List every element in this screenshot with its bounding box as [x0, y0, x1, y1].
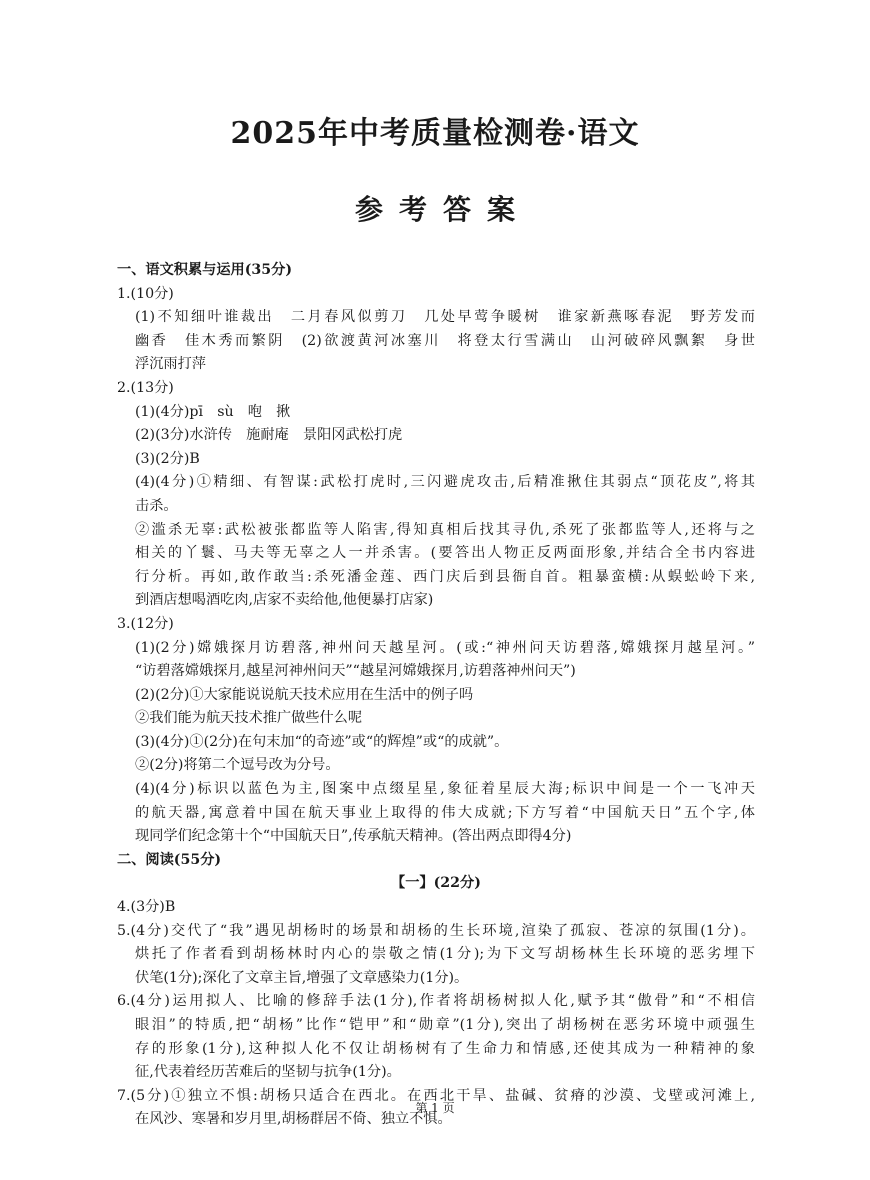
answer-line: 在风沙、寒暑和岁月里,胡杨群居不倚、独立不惧。	[135, 1111, 452, 1128]
question-line: 3.(12分)	[117, 615, 174, 632]
answer-line: (4)(4分)①精细、有智谋:武松打虎时,三闪避虎攻击,后精准揪住其弱点“顶花皮”,将其	[135, 474, 755, 491]
answer-line: 存的形象(1分),这种拟人化不仅让胡杨树有了生命力和情感,还使其成为一种精神的象	[135, 1040, 755, 1057]
answer-line: (3)(4分)①(2分)在句末加“的奇迹”或“的辉煌”或“的成就”。	[135, 733, 509, 750]
answer-line: 眼泪”的特质,把“胡杨”比作“铠甲”和“勋章”(1分),突出了胡杨树在恶劣环境中顽强生	[135, 1017, 755, 1033]
page-subtitle: 参考答案	[354, 193, 531, 226]
answer-line: 现同学们纪念第十个“中国航天日”,传承航天精神。(答出两点即得4分)	[135, 828, 572, 845]
section-heading: 一、语文积累与运用(35分)	[117, 262, 293, 278]
answer-line: 浮沉雨打萍	[135, 356, 206, 373]
answer-line: ②(2分)将第二个逗号改为分号。	[135, 757, 340, 774]
question-line: 5.(4分)交代了“我”遇见胡杨时的场景和胡杨的生长环境,渲染了孤寂、苍凉的氛围(1分)。	[117, 922, 755, 939]
page-number: 第 1 页	[415, 1101, 455, 1115]
answer-line: 到酒店想喝酒吃肉,店家不卖给他,他便暴打店家)	[135, 592, 434, 609]
answer-line: 的航天器,寓意着中国在航天事业上取得的伟大成就;下方写着“中国航天日”五个字,体	[135, 804, 755, 821]
section-heading: 二、阅读(55分)	[117, 851, 222, 868]
answer-line: (3)(2分)B	[135, 450, 200, 467]
answer-line: 征,代表着经历苦难后的坚韧与抗争(1分)。	[135, 1064, 401, 1081]
answer-line: (4)(4分)标识以蓝色为主,图案中点缀星星,象征着星辰大海;标识中间是一个一飞冲天	[135, 781, 755, 798]
answer-content	[117, 259, 755, 1132]
subsection-heading: 【一】(22分)	[391, 875, 481, 892]
question-line: 4.(3分)B	[117, 899, 176, 916]
answer-line: 烘托了作者看到胡杨林时内心的崇敬之情(1分);为下文写胡杨林生长环境的恶劣埋下	[135, 946, 755, 963]
answer-line: ②滥杀无辜:武松被张都监等人陷害,得知真相后找其寻仇,杀死了张都监等人,还将与之	[135, 521, 755, 538]
answer-line: (2)(2分)①大家能说说航天技术应用在生活中的例子吗	[135, 686, 474, 703]
answer-line: (1)不知细叶谁裁出 二月春风似剪刀 几处早莺争暖树 谁家新燕啄春泥 野芳发而	[135, 309, 755, 326]
answer-line: 击杀。	[135, 497, 178, 514]
question-line: 6.(4分)运用拟人、比喻的修辞手法(1分),作者将胡杨树拟人化,赋予其“傲骨”和“不相信	[117, 993, 755, 1010]
answer-line: ②我们能为航天技术推广做些什么呢	[135, 710, 363, 727]
answer-line: 相关的丫鬟、马夫等无辜之人一并杀害。(要答出人物正反两面形象,并结合全书内容进	[135, 545, 755, 562]
answer-line: 幽香 佳木秀而繁阴 (2)欲渡黄河冰塞川 将登太行雪满山 山河破碎风飘絮 身世	[135, 332, 755, 349]
answer-line: (2)(3分)水浒传 施耐庵 景阳冈武松打虎	[135, 427, 403, 444]
question-line: 2.(13分)	[117, 379, 174, 396]
answer-line: (1)(4分)pī sù 咆 揪	[135, 403, 291, 420]
answer-line: 伏笔(1分);深化了文章主旨,增强了文章感染力(1分)。	[135, 969, 469, 986]
answer-line: “访碧落嫦娥探月,越星河神州问天”“越星河嫦娥探月,访碧落神州问天”)	[135, 663, 576, 680]
page-title: 2025年中考质量检测卷·语文	[230, 116, 640, 151]
question-line: 1.(10分)	[117, 285, 174, 302]
question-line: 7.(5分)①独立不惧:胡杨只适合在西北。在西北干旱、盐碱、贫瘠的沙漠、戈壁或河滩上,	[117, 1087, 755, 1104]
answer-line: 行分析。再如,敢作敢当:杀死潘金莲、西门庆后到县衙自首。粗暴蛮横:从蜈蚣岭下来,	[135, 568, 755, 585]
answer-line: (1)(2分)嫦娥探月访碧落,神州问天越星河。(或:“神州问天访碧落,嫦娥探月越星河。”	[135, 639, 755, 656]
